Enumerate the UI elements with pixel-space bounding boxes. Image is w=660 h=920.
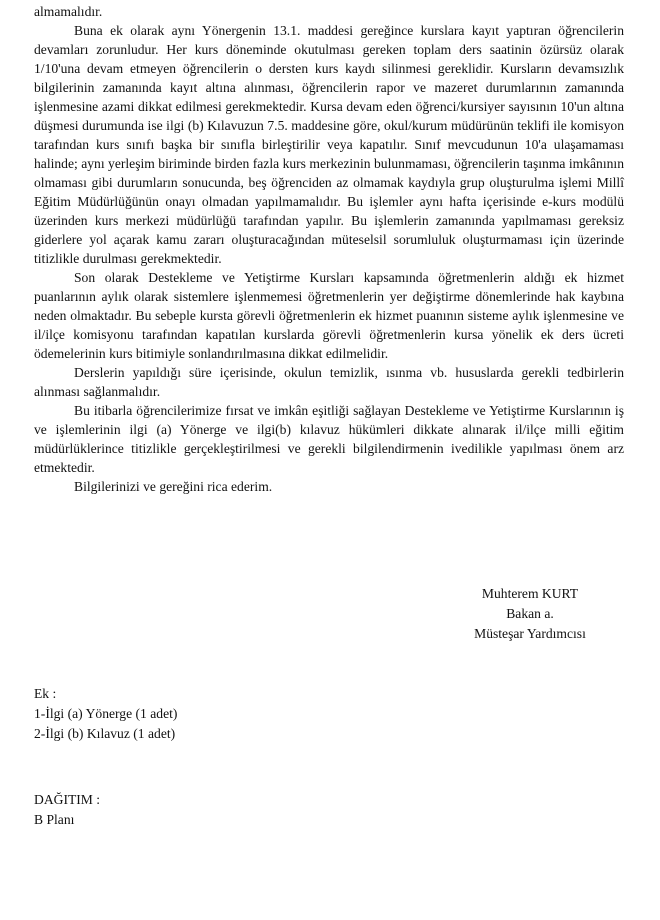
paragraph-cleaning: Derslerin yapıldığı süre içerisinde, okulun temizlik, ısınma vb. hususlarda gerekli tedbirlerin alınması sağlanmalıdır. <box>34 365 624 399</box>
signatory-name: Muhterem KURT <box>481 586 579 601</box>
distribution-heading: DAĞITIM : <box>34 792 101 807</box>
document-body <box>34 2 624 496</box>
paragraph-attendance: Buna ek olarak aynı Yönergenin 13.1. maddesi gereğince kurslara kayıt yaptıran öğrencilerin devamları zorunludur. Her kurs döneminde okutulması gereken toplam ders saatinin özürsüz olarak 1/10'una devam etmeyen öğrencilerin o dersten kurs kaydı silinmesi gereklidir. Kursların devamsızlık bilgilerinin zamanında kayıt altına alınması, öğrencilerin rapor ve mazeret durumlarının zamanında işlenmesine azami dikkat edilmesi gerekmektedir. Kursa devam eden öğrenci/kursiyer sayısının 10'un altına düşmesi durumunda ise ilgi (b) Kılavuzun 7.5. maddesine göre, okul/kurum müdürünün teklifi ile komisyon tarafından kurs sınıfı başka bir sınıfla birleştirilir veya kapatılır. Sınıf mevcudunun 10'a ulaşamaması halinde; aynı yerleşim biriminde birden fazla kurs merkezinin bulunmaması, öğrencilerin taşınma imkânının olmaması gibi durumların sonucunda, beş öğrenciden az olmamak kaydıyla grup oluşturulma işlemi Millî Eğitim Müdürlüğünün onayı olmadan yapılmamalıdır. Bu işlemler aynı hafta içerisinde e-kurs modülü üzerinden kurs merkezi müdürlüğü tarafından yapılır. Bu işlemlerin zamanında yapılmaması gereksiz giderlere yol açarak kamu zararı oluşturacağından müteselsil sorumluluk oluşturmaması için üzerinde titizlikle durulması gerekmektedir. <box>34 23 624 266</box>
signature-block <box>430 584 630 644</box>
attachments-heading: Ek : <box>34 686 57 701</box>
distribution-section <box>34 790 100 830</box>
attachment-item: 2-İlgi (b) Kılavuz (1 adet) <box>34 726 176 741</box>
attachment-item: 1-İlgi (a) Yönerge (1 adet) <box>34 706 178 721</box>
paragraph-continuation: almamalıdır. <box>34 4 103 19</box>
paragraph-teacher-points: Son olarak Destekleme ve Yetiştirme Kursları kapsamında öğretmenlerin aldığı ek hizmet puanlarının aylık olarak sistemlere işlenmemesi öğretmenlerin yer değiştirme dönemlerinde hak kaybına neden olmaktadır. Bu sebeple kursta görevli öğretmenlerin ek hizmet puanının sisteme aylık işlenmesine ve il/ilçe komisyonu tarafından kapatılan kurslarda görevli öğretmenlerin kursa yönelik ek ders ücreti ödemelerinin kurs bitimiyle sonlandırılmasına dikkat edilmelidir. <box>34 270 624 361</box>
attachments-section <box>34 684 177 744</box>
distribution-item: B Planı <box>34 812 75 827</box>
signatory-title: Müsteşar Yardımcısı <box>474 626 586 641</box>
paragraph-closing: Bilgilerinizi ve gereğini rica ederim. <box>74 479 273 494</box>
signatory-on-behalf: Bakan a. <box>506 606 554 621</box>
paragraph-conclusion: Bu itibarla öğrencilerimize fırsat ve imkân eşitliği sağlayan Destekleme ve Yetiştirme Kurslarının iş ve işlemlerinin ilgi (a) Yönerge ve ilgi(b) kılavuz hükümleri dikkate alınarak il/ilçe milli eğitim müdürlüklerince titizlikle gerçekleştirilmesi ve gerekli bilgilendirmenin ivedilikle yapılması önem arz etmektedir. <box>34 403 624 475</box>
